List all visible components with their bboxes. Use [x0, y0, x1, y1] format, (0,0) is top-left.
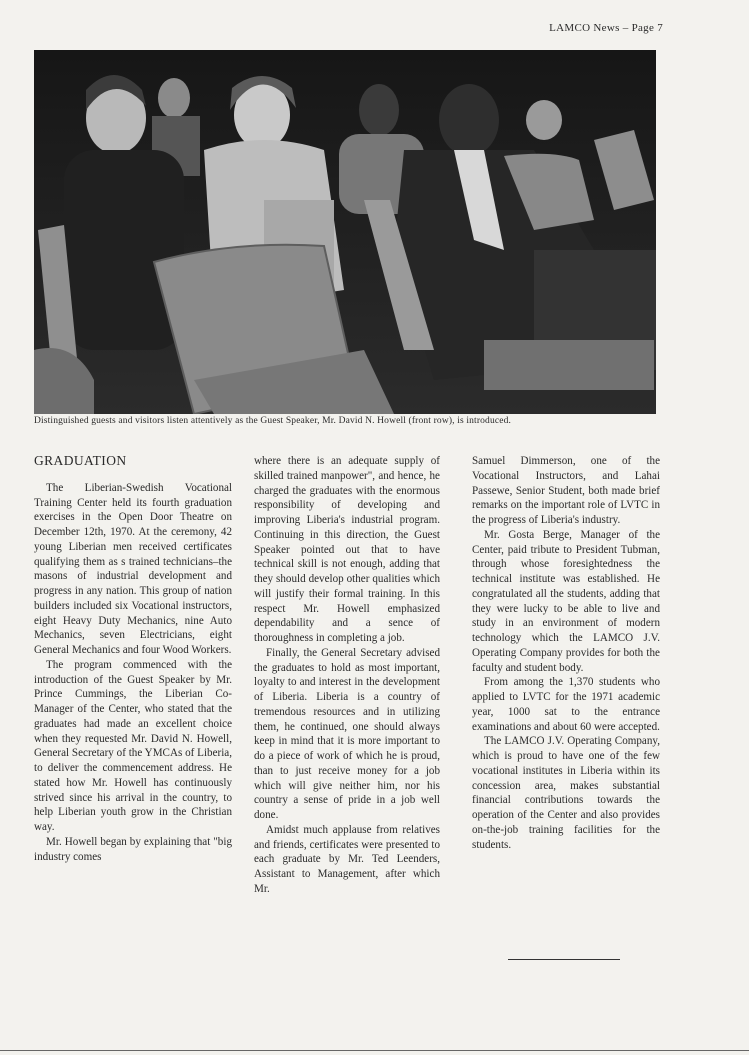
- article-column-3: [472, 454, 660, 852]
- audience-photo-illustration: [34, 50, 656, 414]
- paragraph: The program commenced with the introduction of the Guest Speaker by Mr. Prince Cummings, the Liberian Co-Manager of the Center, who stated that the graduates had made an excellent choice when they requested Mr. David N. Howell, General Secretary of the YMCAs of Liberia, to deliver the commencement address. He stated how Mr. Howell has continuously strived since his arrival in the country, to help Liberian youth grow in the Christian way.: [34, 658, 232, 833]
- photo-caption: Distinguished guests and visitors listen attentively as the Guest Speaker, Mr. David N. Howell (front row), is introduced.: [34, 416, 512, 426]
- page-header: LAMCO News – Page 7: [549, 22, 663, 34]
- page-bottom-edge: [0, 1050, 749, 1051]
- paragraph: Mr. Howell began by explaining that "big industry comes: [34, 835, 232, 863]
- paragraph: where there is an adequate supply of skilled trained manpower", and hence, he charged the graduates with the enormous responsibility of developing and improving Liberia's industrial program. Continuing in this direction, the Guest Speaker pointed out that to have technical skill is not enough, adding that they should develop other qualities which will justify their formal training. In this respect Mr. Howell emphasized dependability and a sence of thoroughness in completing a job.: [254, 455, 440, 644]
- article-column-2: [254, 454, 440, 897]
- audience-photo: [34, 50, 656, 414]
- article-heading: GRADUATION: [34, 453, 127, 468]
- paragraph: The LAMCO J.V. Operating Company, which is proud to have one of the few vocational institutes in Liberia within its concession area, makes substantial financial contributions towards the operation of the Center and also provides on-the-job training facilities for the students.: [472, 735, 660, 851]
- paragraph: The Liberian-Swedish Vocational Training Center held its fourth graduation exercises in the Open Door Theatre on December 12th, 1970. At the ceremony, 42 young Liberian men received certificates qualifying them as s trained technicians–the masons of industrial development and progress in any nation. This group of nation builders included six Vocational instructors, eight Heavy Duty Mechanics, nine Auto Mechanics, seven Electricians, eight General Mechanics and four Wood Workers.: [34, 481, 232, 656]
- paragraph: Finally, the General Secretary advised the graduates to hold as most important, loyalty to and interest in the development of Liberia. Liberia is a country of tremendous resources and in utilizing them, he continued, one should always keep in mind that it is more important to do a piece of work of which he is proud, than to just receive money for a job which will give neither him, nor his country a sense of pride in a job well done.: [254, 646, 440, 821]
- article-column-1: [34, 454, 232, 864]
- paragraph: From among the 1,370 students who applied to LVTC for the 1971 academic year, 1000 sat to the entrance examinations and about 60 were accepted.: [472, 676, 660, 733]
- article-end-rule: [508, 959, 620, 960]
- paragraph: Samuel Dimmerson, one of the Vocational Instructors, and Lahai Passewe, Senior Student, both made brief remarks on the important role of LVTC in the progress of Liberia's industry.: [472, 455, 660, 526]
- paragraph: Mr. Gosta Berge, Manager of the Center, paid tribute to President Tubman, through whose foresightedness the technical institute was established. He congratulated all the students, adding that they were lucky to be able to live and study in an environment of modern technology which the LAMCO J.V. Operating Company provides for both the faculty and student body.: [472, 528, 660, 674]
- paragraph: Amidst much applause from relatives and friends, certificates were presented to each graduate by Mr. Ted Leenders, Assistant to Management, after which Mr.: [254, 823, 440, 895]
